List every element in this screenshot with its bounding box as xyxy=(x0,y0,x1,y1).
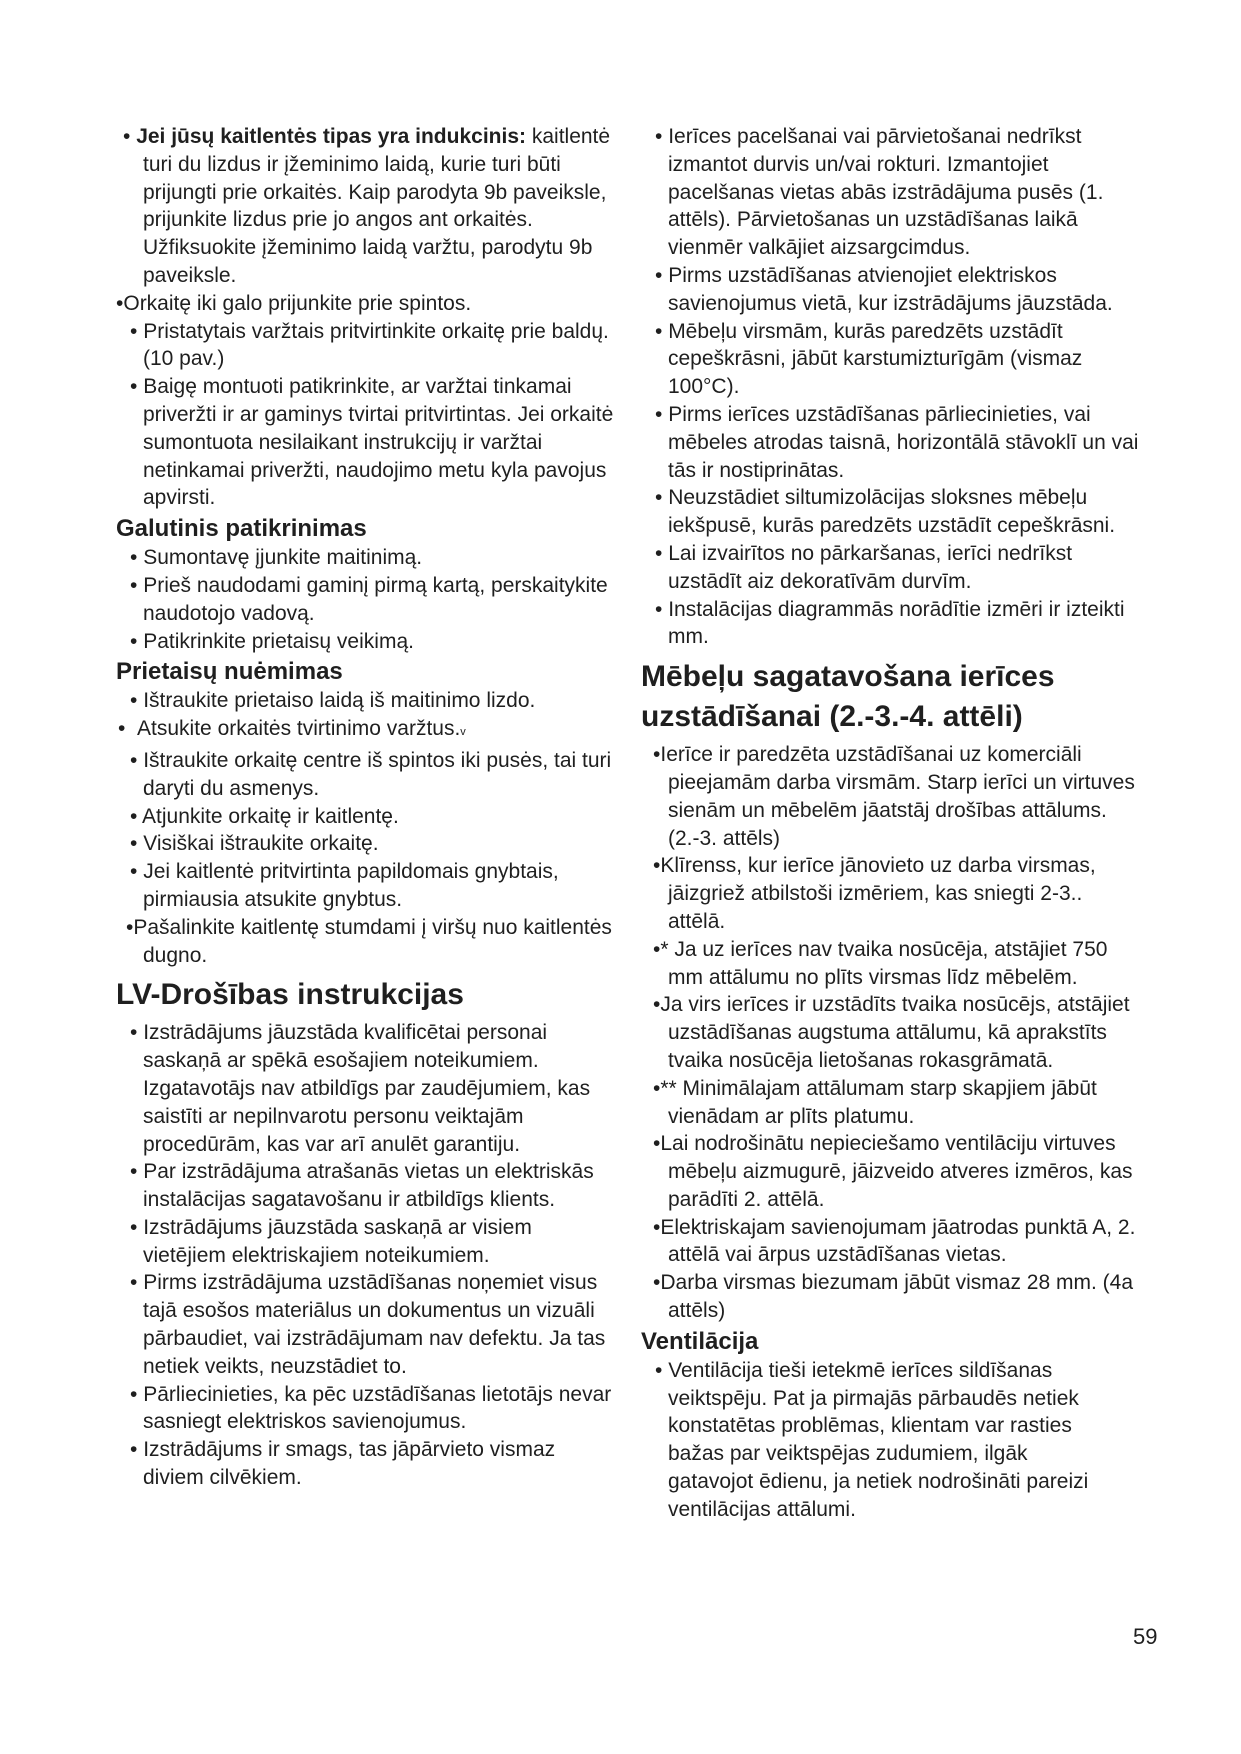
list-item: •Klīrenss, kur ierīce jānovieto uz darba virsmas, jāizgriež atbilstoši izmēriem, kas sniegti 2-3.. attēlā. xyxy=(653,854,1096,933)
removal-mark: v xyxy=(460,726,466,739)
right-column xyxy=(641,123,1141,1524)
list-item: • Izstrādājums ir smags, tas jāpārvieto vismaz diviem cilvēkiem. xyxy=(130,1438,556,1490)
list-item: • Atjunkite orkaitę ir kaitlentę. xyxy=(130,804,399,828)
heading-final-check: Galutinis patikrinimas xyxy=(116,515,367,543)
induction-heading: Jei jūsų kaitlentės tipas yra indukcinis: xyxy=(136,125,526,148)
list-item: •Orkaitę iki galo prijunkite prie spintos. xyxy=(116,291,472,315)
list-item: • Jei kaitlentė pritvirtinta papildomais gnybtais, pirmiausia atsukite gnybtus. xyxy=(130,860,559,911)
heading-removal: Prietaisų nuėmimas xyxy=(116,658,343,686)
list-item: •Ierīce ir paredzēta uzstādīšanai uz komerciāli pieejamām darba virsmām. Starp ierīci un virtuves sienām un mēbelēm jāatstāj drošības attālums. (2.-3. attēls) xyxy=(653,743,1135,850)
list-item: •Darba virsmas biezumam jābūt vismaz 28 mm. (4a attēls) xyxy=(653,1271,1134,1323)
list-item: • Pirms ierīces uzstādīšanas pārliecinieties, vai mēbeles atrodas taisnā, horizontālā stāvoklī un vai tās ir nostiprinātas. xyxy=(655,402,1139,482)
list-item: •Pašalinkite kaitlentę stumdami į viršų nuo kaitlentės dugno. xyxy=(126,915,612,967)
list-item: • Lai izvairītos no pārkaršanas, ierīci nedrīkst uzstādīt aiz dekoratīvām durvīm. xyxy=(655,541,1073,593)
induction-paragraph: • Jei jūsų kaitlentės tipas yra indukcinis: kaitlentė turi du lizdus ir įžeminimo laidą, kurie turi būti prijungti prie orkaitės. Kaip parodyta 9b paveiksle, prijunkite lizdus prie jo angos ant orkaitės. Užfiksuokite įžeminimo laidą varžtu, parodytu 9b paveiksle. xyxy=(123,125,611,287)
list-item: • Pristatytais varžtais pritvirtinkite orkaitę prie baldų. (10 pav.) xyxy=(130,319,609,371)
list-item: •** Minimālajam attālumam starp skapjiem jābūt vienādam ar plīts platumu. xyxy=(653,1076,1097,1128)
list-item: • Par izstrādājuma atrašanās vietas un elektriskās instalācijas sagatavošanu ir atbildīgs klients. xyxy=(130,1160,594,1212)
list-item: • Ventilācija tieši ietekmē ierīces sildīšanas veiktspēju. Pat ja pirmajās pārbaudēs netiek konstatētas problēmas, klientam var rasties bažas par veiktspējas zudumiem, ilgāk gatavojot ēdienu, ja netiek nodrošināti pareizi ventilācijas attālumi. xyxy=(655,1358,1089,1521)
list-item: •Ja virs ierīces ir uzstādīts tvaika nosūcējs, atstājiet uzstādīšanas augstuma attālumu, kā aprakstīts tvaika nosūcēja lietošanas rokasgrāmatā. xyxy=(653,993,1130,1072)
list-item: • Izstrādājums jāuzstāda kvalificētai personai saskaņā ar spēkā esošajiem noteikumiem. Izgatavotājs nav atbildīgs par zaudējumiem, kas saistīti ar nepilnvarotu personu veiktajām procedūrām, kas var arī anulēt garantiju. xyxy=(130,1021,591,1156)
list-item: • Sumontavę įjunkite maitinimą. xyxy=(130,546,423,570)
heading-furniture: Mēbeļu sagatavošana ierīces uzstādīšanai (2.-3.-4. attēli) xyxy=(641,660,1055,734)
list-item: • Mēbeļu virsmām, kurās paredzēts uzstādīt cepeškrāsni, jābūt karstumizturīgām (vismaz 100°C). xyxy=(655,319,1083,399)
list-item: • Baigę montuoti patikrinkite, ar varžtai tinkamai priveržti ir ar gaminys tvirtai pritvirtintas. Jei orkaitė sumontuota nesilaikant instrukcijų ir varžtai netinkamai priveržti, naudojimo metu kyla pavojus apvirsti. xyxy=(130,375,614,510)
heading-safety: LV-Drošības instrukcijas xyxy=(116,978,464,1012)
list-item: •Elektriskajam savienojumam jāatrodas punktā A, 2. attēlā vai ārpus uzstādīšanas vietas. xyxy=(653,1215,1136,1267)
list-item: • Izstrādājums jāuzstāda saskaņā ar visiem vietējiem elektriskajiem noteikumiem. xyxy=(130,1215,532,1267)
left-column xyxy=(116,123,616,1492)
list-item: • Pirms uzstādīšanas atvienojiet elektriskos savienojumus vietā, kur izstrādājums jāuzstāda. xyxy=(655,263,1113,315)
induction-text: kaitlentė turi du lizdus ir įžeminimo laidą, kurie turi būti prijungti prie orkaitės. Kaip parodyta 9b paveiksle, prijunkite lizdus prie jo angos ant orkaitės. Užfiksuokite įžeminimo laidą varžtu, parodytu 9b paveiksle. xyxy=(143,125,611,287)
page-number: 59 xyxy=(1133,1624,1158,1649)
list-item: •* Ja uz ierīces nav tvaika nosūcēja, atstājiet 750 mm attālumu no plīts virsmas līdz mēbelēm. xyxy=(653,937,1108,989)
list-item: • Visiškai ištraukite orkaitę. xyxy=(130,832,379,856)
list-item: • Pirms izstrādājuma uzstādīšanas noņemiet visus tajā esošos materiālus un dokumentus un vizuāli pārbaudiet, vai izstrādājumam nav defektu. Ja tas netiek veikts, neuzstādiet to. xyxy=(130,1271,606,1378)
list-item: • Instalācijas diagrammās norādītie izmēri ir izteikti mm. xyxy=(655,597,1125,649)
list-item: • Prieš naudodami gaminį pirmą kartą, perskaitykite naudotojo vadovą. xyxy=(130,573,608,625)
list-item: • Ištraukite prietaiso laidą iš maitinimo lizdo. xyxy=(130,689,536,713)
list-item: •Lai nodrošinātu nepieciešamo ventilāciju virtuves mēbeļu aizmugurē, jāizveido atveres izmēros, kas parādīti 2. attēlā. xyxy=(653,1132,1133,1211)
list-item: • Ierīces pacelšanai vai pārvietošanai nedrīkst izmantot durvis un/vai rokturi. Izmantojiet pacelšanas vietas abās izstrādājuma pusēs (1. attēls). Pārvietošanas un uzstādīšanas laikā vienmēr valkājiet aizsargcimdus. xyxy=(655,125,1104,260)
list-item: • Atsukite orkaitės tvirtinimo varžtus.v xyxy=(118,717,466,741)
list-item: • Neuzstādiet siltumizolācijas sloksnes mēbeļu iekšpusē, kurās paredzēts uzstādīt cepeškrāsni. xyxy=(655,486,1116,538)
heading-ventilation: Ventilācija xyxy=(641,1327,759,1355)
list-item: • Pārliecinieties, ka pēc uzstādīšanas lietotājs nevar sasniegt elektriskos savienojumus. xyxy=(130,1382,612,1434)
list-item: • Patikrinkite prietaisų veikimą. xyxy=(130,629,414,653)
list-item: • Ištraukite orkaitę centre iš spintos iki pusės, tai turi daryti du asmenys. xyxy=(130,748,612,800)
